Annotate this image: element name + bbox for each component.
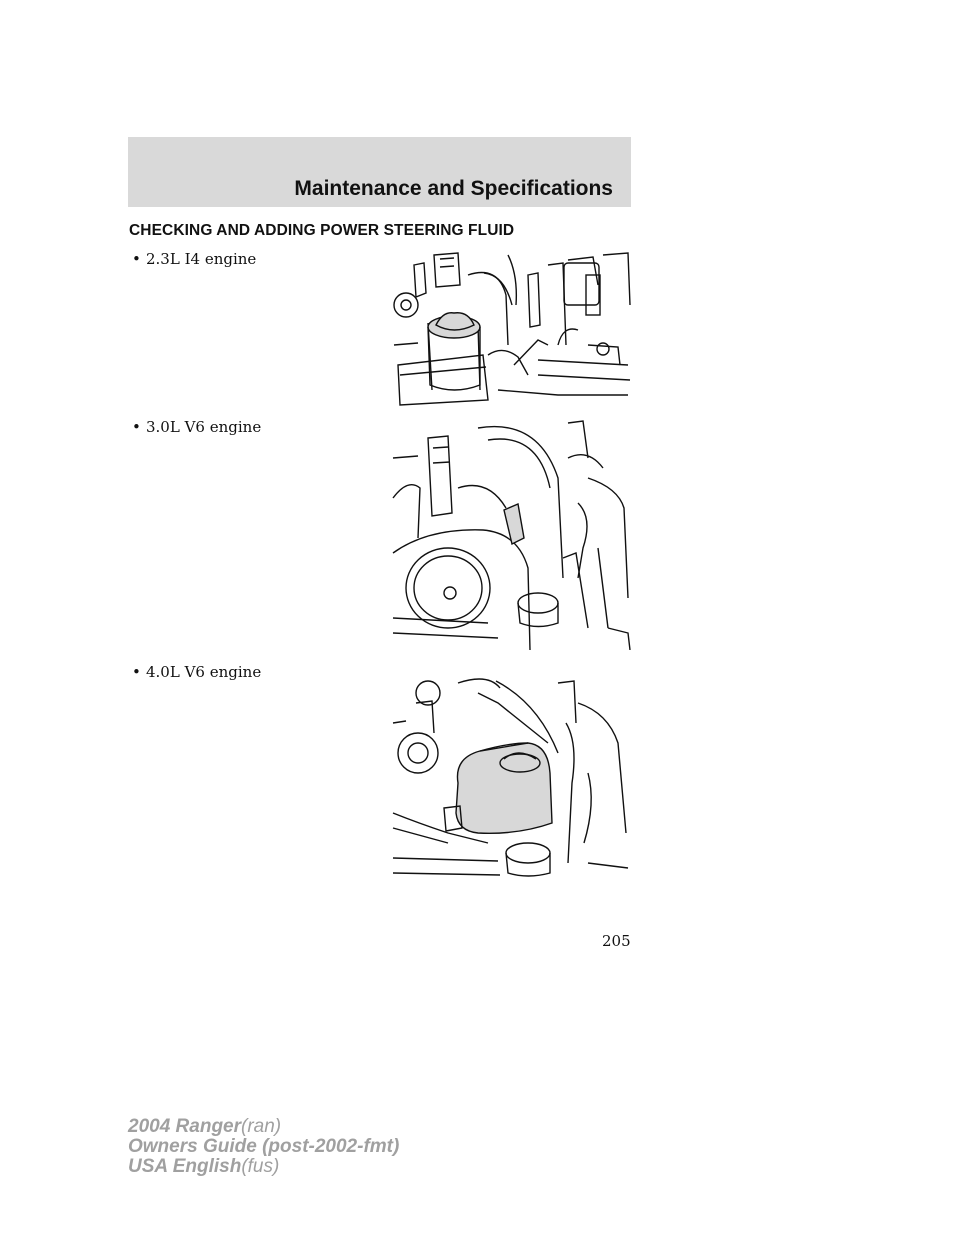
engine-bullet-1	[132, 250, 256, 268]
footer-line-3: USA English(fus)	[128, 1156, 280, 1177]
footer-line-2: Owners Guide (post-2002-fmt)	[128, 1136, 400, 1157]
bullet-dot: •	[132, 250, 141, 268]
header-band	[128, 137, 631, 207]
page-title: Maintenance and Specifications	[294, 177, 613, 200]
document-footer	[128, 1117, 399, 1177]
bullet-dot: •	[132, 663, 141, 681]
engine-bullet-2	[132, 418, 261, 436]
footer-line-1: 2004 Ranger(ran)	[128, 1116, 282, 1137]
engine-illustration-2-3l	[388, 245, 632, 410]
engine-label-1: 2.3L I4 engine	[146, 250, 257, 268]
engine-illustration-3-0l	[388, 418, 632, 650]
engine-label-2: 3.0L V6 engine	[146, 418, 262, 436]
section-heading: CHECKING AND ADDING POWER STEERING FLUID	[129, 222, 515, 239]
engine-bullet-3	[132, 663, 261, 681]
bullet-dot: •	[132, 418, 141, 436]
engine-label-3: 4.0L V6 engine	[146, 663, 262, 681]
engine-illustration-4-0l	[388, 663, 632, 893]
page-number: 205	[602, 932, 631, 950]
